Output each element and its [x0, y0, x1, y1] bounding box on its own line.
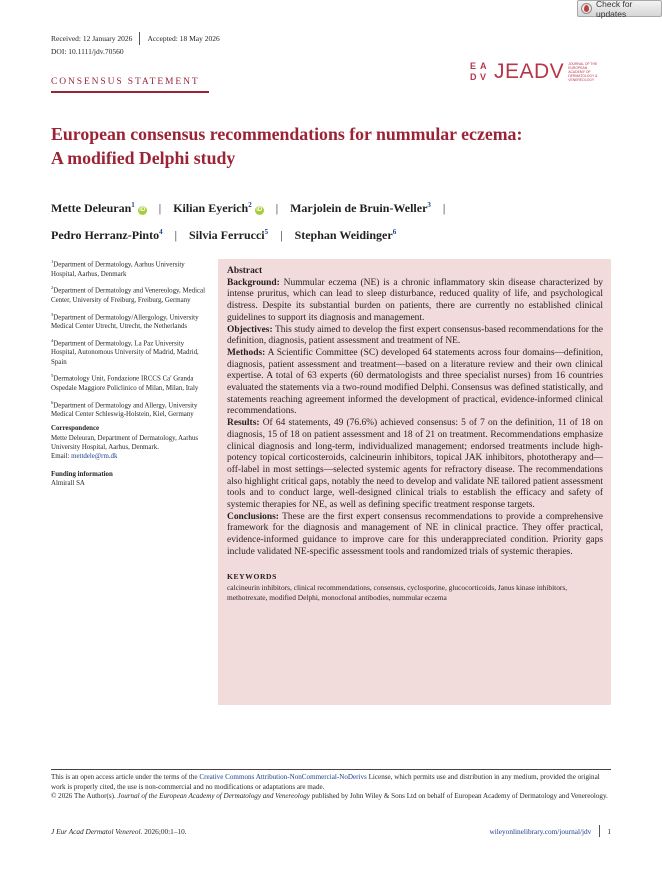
- title-line-2: A modified Delphi study: [51, 148, 236, 168]
- logo-subtitle: JOURNAL OF THE EUROPEAN ACADEMY OF DERMATOLOGY & VENEREOLOGY: [568, 62, 598, 82]
- funding-text: Almirall SA: [51, 480, 85, 488]
- license-line-1: This is an open access article under the terms of the Creative Commons Attribution-NonCommercial-NoDerivs License, which permits use and distribution in any medium, provided the original work is properly cited, the use is non-commercial and no modifications or adaptations are made.: [51, 773, 600, 791]
- funding: [51, 470, 206, 488]
- affiliation: $^2$Department of Dermatology and Venereology, Medical Center, University of Freiburg, Freiburg, Germany: [51, 285, 206, 304]
- keywords: calcineurin inhibitors, clinical recommendations, consensus, cyclosporine, glucocorticoids, Janus kinase inhibitors, methotrexate, modified Delphi, monoclonal antibodies, nummular eczema: [227, 583, 568, 602]
- orcid-icon[interactable]: iD: [139, 207, 146, 213]
- check-updates-label: Check for updates: [596, 0, 633, 19]
- email-link[interactable]: mettdele@rm.dk: [71, 453, 118, 460]
- author-line-2: Pedro Herranz-Pinto$^4$ | Silvia Ferrucci$^5$ | Stephan Weidinger$^6$: [51, 228, 397, 242]
- section-label: CONSENSUS STATEMENT: [51, 77, 200, 87]
- footer-separator: [599, 825, 600, 837]
- orcid-icon[interactable]: iD: [256, 207, 263, 213]
- journal-logo: [470, 60, 598, 84]
- article-title: [51, 122, 611, 170]
- funding-heading: Funding information: [51, 471, 113, 479]
- abstract-objectives: Objectives: This study aimed to develop the first expert consensus-based recommendations for the definition, diagnosis, patient assessment and treatment of NE.: [227, 324, 603, 347]
- abstract-box: [218, 259, 611, 705]
- check-updates-icon: [581, 3, 592, 14]
- title-line-1: European consensus recommendations for nummular eczema:: [51, 124, 523, 144]
- keywords-heading: KEYWORDS: [227, 571, 277, 581]
- abstract-background: Background: Nummular eczema (NE) is a chronic inflammatory skin disease characterized by intense pruritus, which can lead to sleep disturbance, reduced quality of life, and psychological distress. Despite its substantial burden on patients, there are currently no established clinical guidelines to support its diagnosis and management.: [227, 277, 604, 323]
- correspondence-email: Email: mettdele@rm.dk: [51, 453, 118, 460]
- received-date: Received: 12 January 2026: [51, 34, 133, 43]
- affiliation: $^1$Department of Dermatology, Aarhus University Hospital, Aarhus, Denmark: [51, 259, 185, 278]
- affiliation: $^5$Dermatology Unit, Fondazione IRCCS Ca' Granda Ospedale Maggiore Policlinico of Milan, Milan, Italy: [51, 373, 199, 392]
- author: Stephan Weidinger$^6$: [294, 228, 397, 242]
- author-line-1: Mette Deleuran$^1$iD | Kilian Eyerich$^2$iD | Marjolein de Bruin-Weller$^3$ |: [51, 201, 446, 215]
- author-list: [51, 193, 611, 247]
- affiliation: $^6$Department of Dermatology and Allergy, University Medical Center Schleswig-Holstein, Kiel, Germany: [51, 399, 198, 419]
- affiliation: $^4$Department of Dermatology, La Paz University Hospital, Autonomous University of Madrid, Madrid, Spain: [51, 337, 199, 366]
- doi: DOI: 10.1111/jdv.70560: [51, 47, 124, 56]
- correspondence-text: Mette Deleuran, Department of Dermatology, Aarhus University Hospital, Aarhus, Denmark.: [51, 434, 199, 451]
- article-dates: [51, 32, 220, 45]
- abstract-methods: Methods: A Scientific Committee (SC) developed 64 statements across four domains—definition, diagnosis, patient assessment and treatment—based on a literature review and their own clinical expertise. A total of 63 experts (60 dermatologists and three specialist nurses) from 16 countries evaluated the statements via a two-round modified Delphi. Consensus was defined statistically, and statements reaching agreement informed the development of practical, evidence-informed clinical recommendations.: [227, 347, 603, 417]
- logo-text: JEADV: [494, 60, 565, 83]
- author: Pedro Herranz-Pinto$^4$: [51, 228, 163, 242]
- accepted-date: Accepted: 18 May 2026: [147, 34, 220, 43]
- page-footer: [51, 825, 611, 837]
- citation: J Eur Acad Dermatol Venereol. 2026;00:1–10.: [51, 826, 187, 836]
- abstract-conclusions: Conclusions: These are the first expert consensus recommendations to provide a comprehensive framework for the diagnosis and management of NE in clinical practice. They offer practical, evidence-informed guidance to improve care for this underappreciated condition. Priority gaps include validated NE-specific assessment tools and randomized trials of systemic therapies.: [227, 511, 603, 557]
- section-rule: [51, 91, 209, 93]
- date-separator: [139, 32, 140, 45]
- abstract-heading: Abstract: [227, 266, 263, 276]
- author: Marjolein de Bruin-Weller$^3$: [290, 201, 431, 215]
- sidebar: [51, 257, 206, 498]
- eadv-mark-icon: E A D V: [470, 61, 487, 82]
- author: Silvia Ferrucci$^5$: [189, 228, 269, 242]
- correspondence-heading: Correspondence: [51, 425, 100, 433]
- author: Mette Deleuran$^1$iD: [51, 201, 146, 215]
- affiliation: $^3$Department of Dermatology/Allergology, University Medical Center Utrecht, Utrecht, the Netherlands: [51, 311, 199, 331]
- check-for-updates-button[interactable]: [577, 0, 662, 17]
- license-link[interactable]: Creative Commons Attribution-NonCommercial-NoDerivs: [199, 773, 367, 781]
- license-text: [51, 773, 611, 802]
- abstract-results: Results: Of 64 statements, 49 (76.6%) achieved consensus: 5 of 7 on the definition, 11 of 18 on diagnosis, 15 of 18 on patient assessment and 18 of 21 on treatment. Recommendations emphasize clinical diagnosis and long-term, individualized management; endorsed treatments include high-potency topical corticosteroids, calcineurin inhibitors, topical JAK inhibitors, phototherapy and—off-label in most settings—selected systemic agents for refractory disease. The recommendations also highlight critical gaps, notably the need to develop and validate NE tailored patient assessment tools and to conduct large, well-designed clinical trials to establish the efficacy and safety of systemic therapies for NE, as well as defining specific treatment response targets.: [227, 418, 604, 511]
- page-number: 1: [607, 826, 611, 836]
- author: Kilian Eyerich$^2$iD: [173, 201, 263, 215]
- license-line-2: © 2026 The Author(s). Journal of the European Academy of Dermatology and Venereology published by John Wiley & Sons Ltd on behalf of European Academy of Dermatology and Venereology.: [51, 792, 608, 801]
- correspondence: [51, 424, 206, 461]
- journal-url-link[interactable]: wileyonlinelibrary.com/journal/jdv: [489, 826, 592, 836]
- footer-rule: [51, 769, 611, 770]
